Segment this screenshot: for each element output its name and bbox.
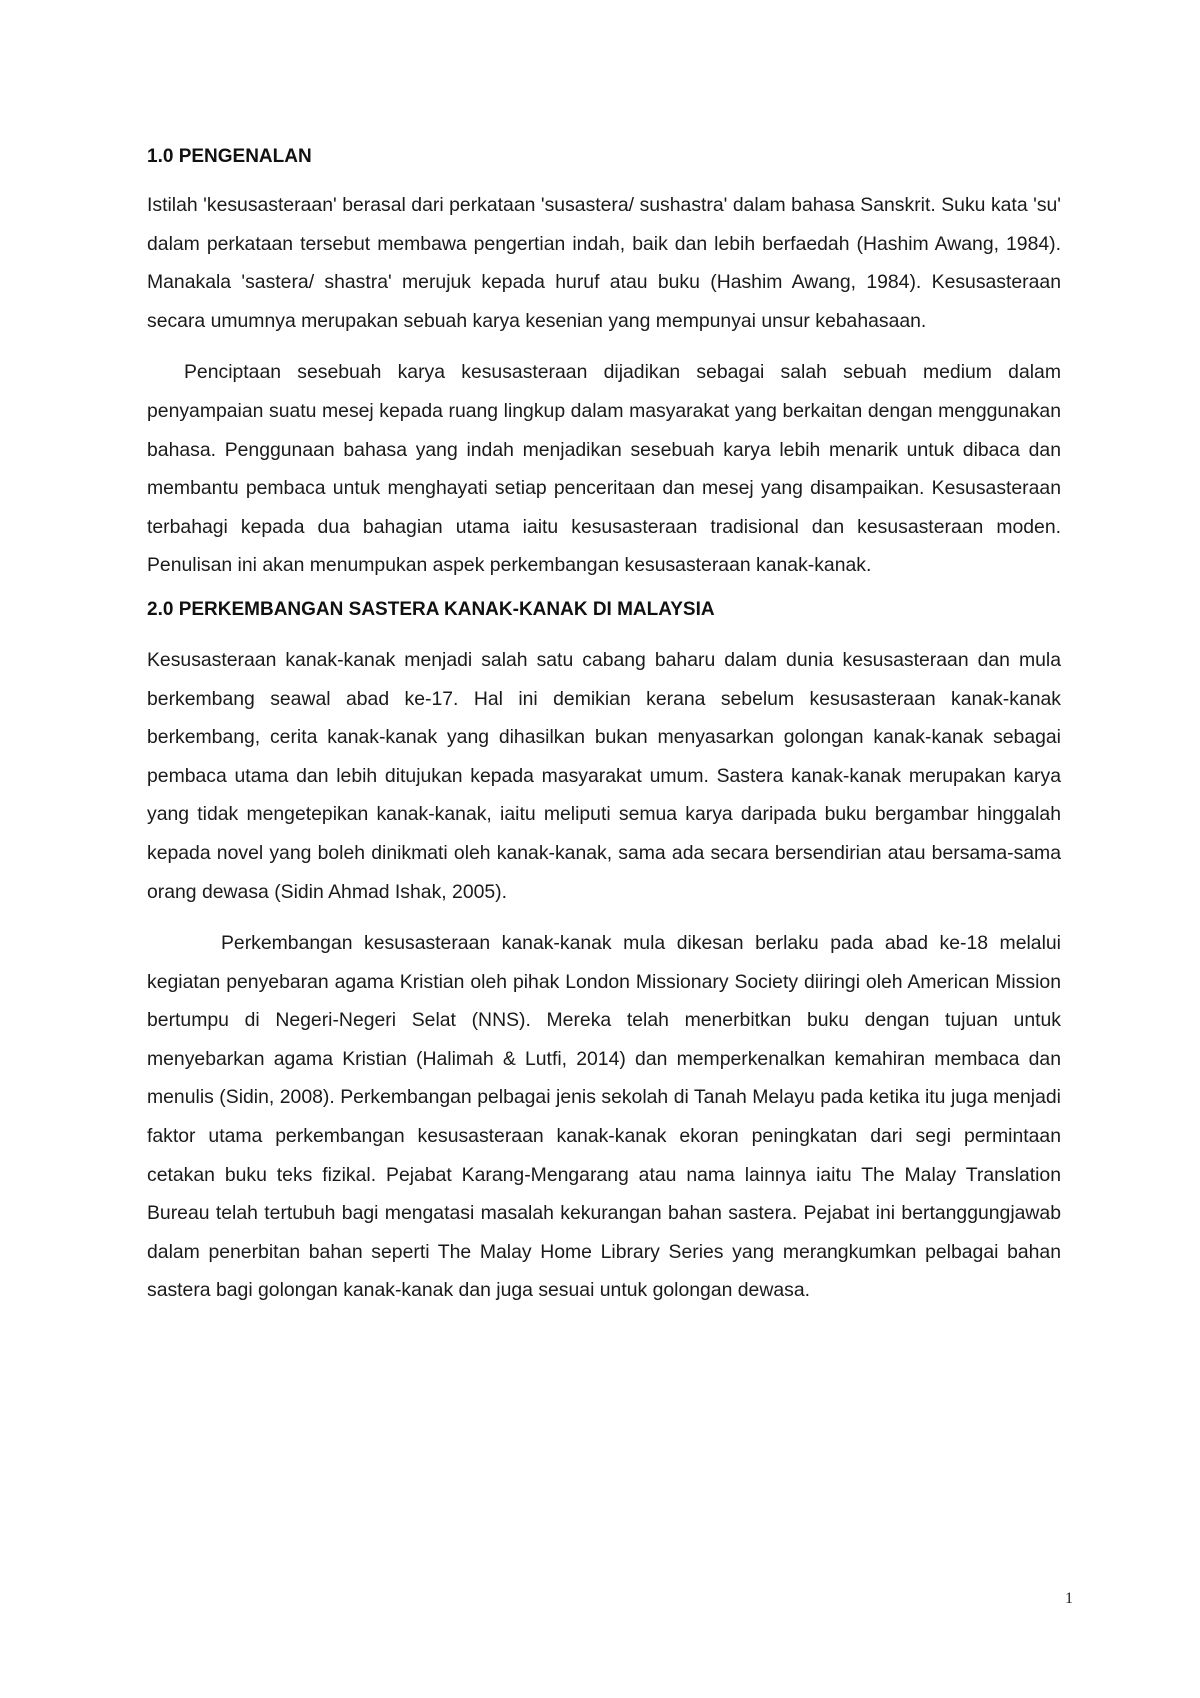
paragraph-intro-2: Penciptaan sesebuah karya kesusasteraan dijadikan sebagai salah sebuah medium dalam penyampaian suatu mesej kepada ruang lingkup dalam masyarakat yang berkaitan dengan menggunakan bahasa. Penggunaan bahasa yang indah menjadikan sesebuah karya lebih menarik untuk dibaca dan membantu pembaca untuk menghayati setiap penceritaan dan mesej yang disampaikan. Kesusasteraan terbahagi kepada dua bahagian utama iaitu kesusasteraan tradisional dan kesusasteraan moden. Penulisan ini akan menumpukan aspek perkembangan kesusasteraan kanak-kanak. xyxy=(147,361,1061,577)
page-number: 1 xyxy=(1065,1590,1073,1607)
paragraph-perkembangan-2: Perkembangan kesusasteraan kanak-kanak mula dikesan berlaku pada abad ke-18 melalui kegiatan penyebaran agama Kristian oleh pihak London Missionary Society diiringi oleh American Mission bertumpu di Negeri-Negeri Selat (NNS). Mereka telah menerbitkan buku dengan tujuan untuk menyebarkan agama Kristian (Halimah & Lutfi, 2014) dan memperkenalkan kemahiran membaca dan menulis (Sidin, 2008). Perkembangan pelbagai jenis sekolah di Tanah Melayu pada ketika itu juga menjadi faktor utama perkembangan kesusasteraan kanak-kanak ekoran peningkatan dari segi permintaan cetakan buku teks fizikal. Pejabat Karang-Mengarang atau nama lainnya iaitu The Malay Translation Bureau telah tertubuh bagi mengatasi masalah kekurangan bahan sastera. Pejabat ini bertanggungjawab dalam penerbitan bahan seperti The Malay Home Library Series yang merangkumkan pelbagai bahan sastera bagi golongan kanak-kanak dan juga sesuai untuk golongan dewasa. xyxy=(147,932,1061,1302)
paragraph-intro-1: Istilah 'kesusasteraan' berasal dari perkataan 'susastera/ sushastra' dalam bahasa Sanskrit. Suku kata 'su' dalam perkataan tersebut membawa pengertian indah, baik dan lebih berfaedah (Hashim Awang, 1984). Manakala 'sastera/ shastra' merujuk kepada huruf atau buku (Hashim Awang, 1984). Kesusasteraan secara umumnya merupakan sebuah karya kesenian yang mempunyai unsur kebahasaan. xyxy=(147,194,1061,332)
section-heading-perkembangan: 2.0 PERKEMBANGAN SASTERA KANAK-KANAK DI MALAYSIA xyxy=(147,598,715,620)
section-heading-pengenalan: 1.0 PENGENALAN xyxy=(147,146,312,167)
paragraph-perkembangan-1: Kesusasteraan kanak-kanak menjadi salah satu cabang baharu dalam dunia kesusasteraan dan mula berkembang seawal abad ke-17. Hal ini demikian kerana sebelum kesusasteraan kanak-kanak berkembang, cerita kanak-kanak yang dihasilkan bukan menyasarkan golongan kanak-kanak sebagai pembaca utama dan lebih ditujukan kepada masyarakat umum. Sastera kanak-kanak merupakan karya yang tidak mengetepikan kanak-kanak, iaitu meliputi semua karya daripada buku bergambar hinggalah kepada novel yang boleh dinikmati oleh kanak-kanak, sama ada secara bersendirian atau bersama-sama orang dewasa (Sidin Ahmad Ishak, 2005). xyxy=(147,648,1061,903)
page-body xyxy=(147,142,1061,1310)
